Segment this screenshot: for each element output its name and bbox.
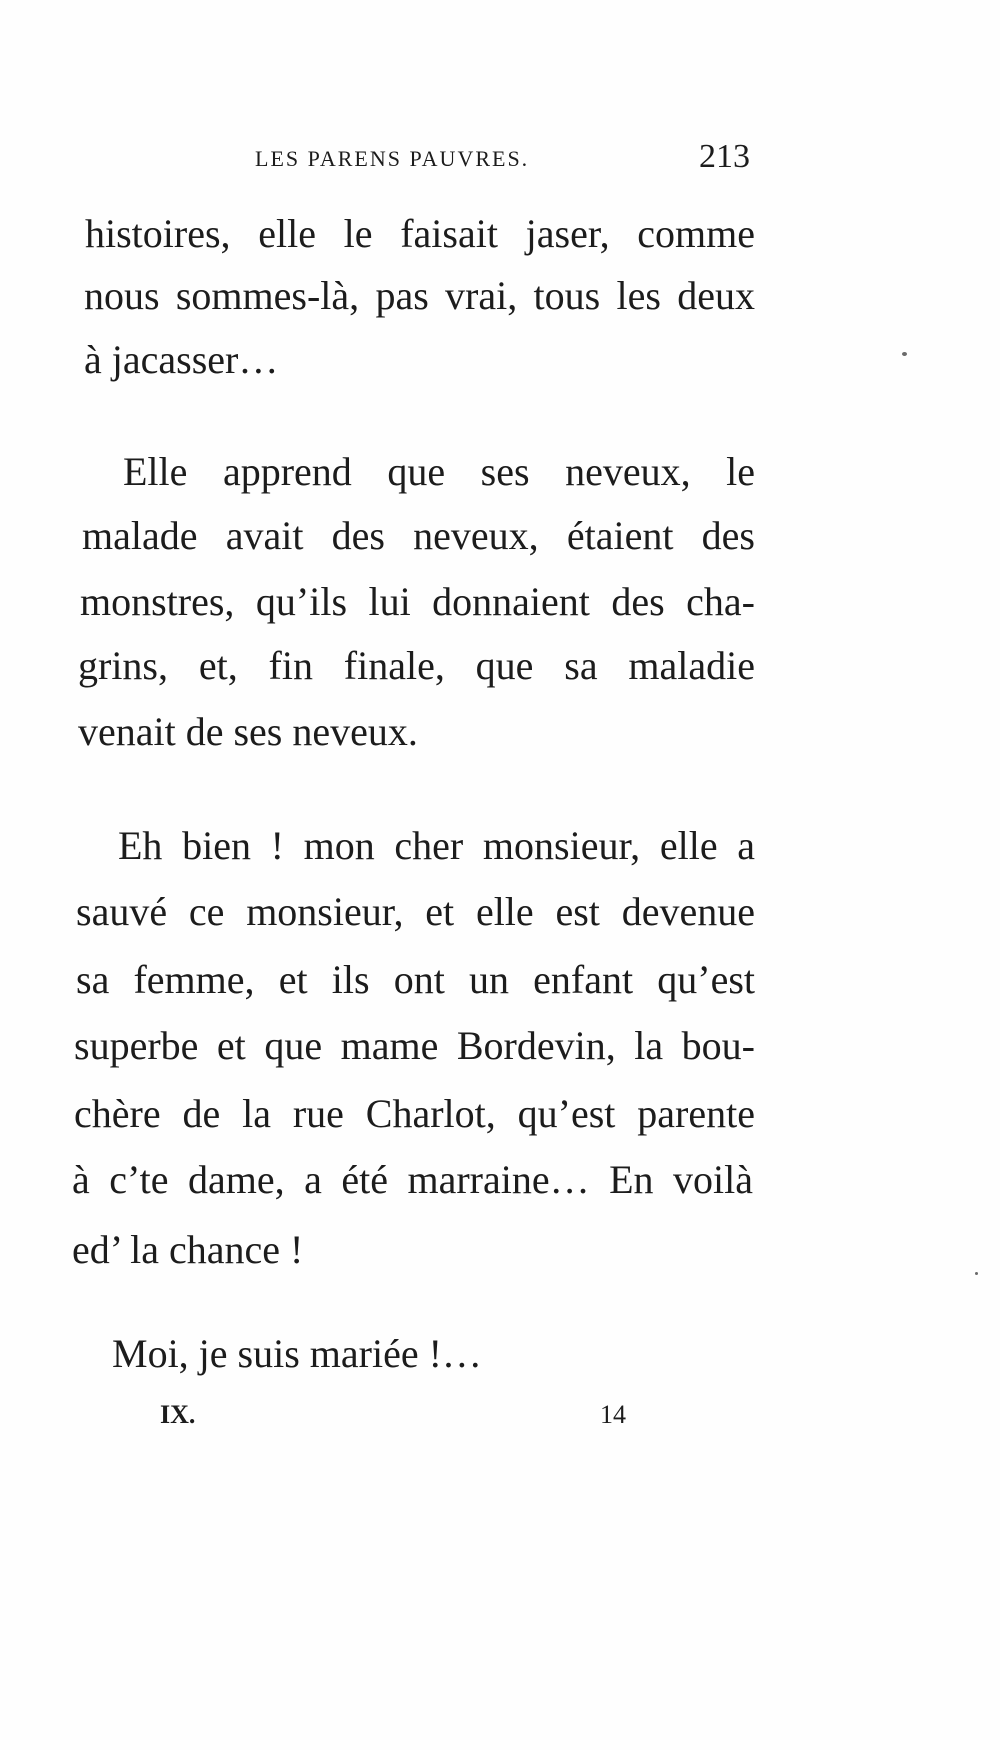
text-line: à jacasser… [84,337,279,382]
text-line: monstres, qu’ils lui donnaient des cha- [80,579,755,624]
text-line: grins, et, fin finale, que sa maladie [78,643,755,688]
text-line: malade avait des neveux, étaient des [82,513,755,558]
text-line: à c’te dame, a été marraine… En voilà [72,1157,753,1202]
text-line: histoires, elle le faisait jaser, comme [85,211,755,256]
page-number: 213 [699,138,750,175]
text-line: sa femme, et ils ont un enfant qu’est [76,957,755,1002]
signature-sheet: 14 [600,1400,626,1429]
text-line: nous sommes-là, pas vrai, tous les deux [84,273,755,318]
printer-signature [160,1400,640,1440]
text-line: chère de la rue Charlot, qu’est parente [74,1091,755,1136]
text-line: venait de ses neveux. [78,709,418,754]
text-line: Elle apprend que ses neveux, le [123,449,755,494]
text-line: sauvé ce monsieur, et elle est devenue [76,889,755,934]
text-line: Eh bien ! mon cher monsieur, elle a [118,823,755,868]
running-head [255,138,755,178]
text-line: Moi, je suis mariée !… [112,1331,482,1376]
running-title: LES PARENS PAUVRES. [255,146,530,171]
paper-speck [902,352,907,356]
text-line: superbe et que mame Bordevin, la bou- [74,1023,755,1068]
signature-volume: IX. [160,1400,196,1429]
paper-speck [975,1272,978,1275]
text-line: ed’ la chance ! [72,1227,304,1272]
